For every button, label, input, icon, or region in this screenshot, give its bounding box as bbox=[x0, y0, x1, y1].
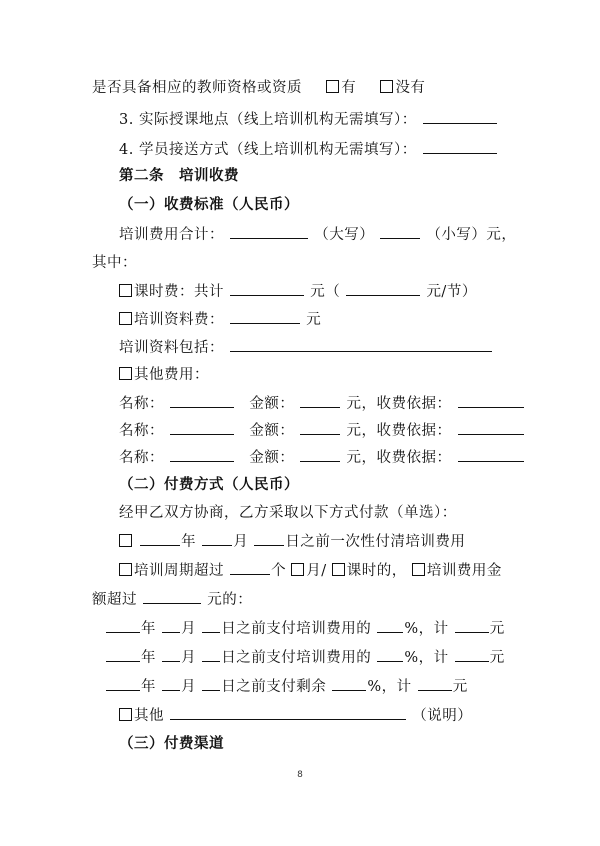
fee-basis-label: 元，收费依据： bbox=[346, 396, 452, 412]
class-fee-label: 课时费：共计 bbox=[134, 284, 224, 300]
one-time-payment-line bbox=[119, 529, 465, 553]
material-fee-checkbox[interactable] bbox=[119, 312, 132, 325]
month-label: 月 bbox=[233, 534, 249, 550]
installment-text: 日之前支付培训费用的 bbox=[221, 621, 372, 637]
amount-exceeds-label: 额超过 bbox=[92, 592, 137, 608]
checkbox-no[interactable] bbox=[380, 80, 393, 93]
material-includes-field[interactable] bbox=[230, 335, 492, 352]
fee-name-field[interactable] bbox=[170, 445, 234, 462]
fee-name-label: 名称： bbox=[119, 450, 164, 466]
other-fee-row bbox=[119, 445, 525, 469]
class-fee-line bbox=[119, 279, 477, 303]
remaining-payment-row bbox=[105, 674, 468, 698]
other-method-label: 其他 bbox=[134, 708, 164, 724]
other-method-checkbox[interactable] bbox=[119, 708, 132, 721]
session-unit-checkbox[interactable] bbox=[332, 563, 345, 576]
installment-day-field[interactable] bbox=[202, 645, 220, 662]
year-label: 年 bbox=[141, 679, 156, 695]
class-fee-unit-label: 元（ bbox=[310, 284, 341, 300]
year-label: 年 bbox=[181, 534, 197, 550]
remaining-amount-field[interactable] bbox=[418, 674, 452, 691]
session-unit-label: 课时的， bbox=[346, 563, 407, 579]
remaining-percent-field[interactable] bbox=[332, 674, 366, 691]
unit-label: 元 bbox=[489, 650, 505, 666]
count-unit-label: 个 bbox=[271, 563, 287, 579]
class-fee-per-session-label: 元/节） bbox=[426, 284, 477, 300]
remaining-day-field[interactable] bbox=[202, 674, 220, 691]
other-method-line bbox=[119, 703, 472, 727]
month-label: 月 bbox=[181, 650, 197, 666]
fee-amount-label: 金额： bbox=[249, 396, 295, 412]
explanation-label: （说明） bbox=[412, 708, 473, 724]
percent-label: %，计 bbox=[404, 650, 449, 666]
student-transport-line bbox=[119, 137, 498, 161]
page-number: 8 bbox=[297, 770, 303, 780]
percent-label: %，计 bbox=[404, 621, 449, 637]
fee-amount-checkbox[interactable] bbox=[412, 563, 425, 576]
qualification-question: 是否具备相应的教师资格或资质 bbox=[92, 80, 302, 96]
installment-month-field[interactable] bbox=[162, 616, 180, 633]
material-fee-unit: 元 bbox=[306, 312, 322, 328]
other-method-field[interactable] bbox=[170, 703, 406, 720]
installment-amount-field[interactable] bbox=[455, 645, 489, 662]
teaching-location-field[interactable] bbox=[423, 107, 497, 124]
among-label: 其中： bbox=[92, 255, 137, 271]
fee-basis-label: 元，收费依据： bbox=[346, 450, 452, 466]
amount-unit-label: 元的： bbox=[207, 592, 253, 608]
fee-name-field[interactable] bbox=[170, 391, 234, 408]
option-no-label: 没有 bbox=[395, 80, 426, 96]
class-fee-checkbox[interactable] bbox=[119, 284, 132, 297]
installment-row bbox=[105, 645, 505, 669]
uppercase-label: （大写） bbox=[314, 227, 375, 243]
fee-basis-field[interactable] bbox=[458, 418, 524, 435]
percent-label: %，计 bbox=[367, 679, 412, 695]
total-fee-line bbox=[119, 222, 516, 246]
year-label: 年 bbox=[141, 621, 156, 637]
class-fee-total-field[interactable] bbox=[230, 279, 304, 296]
other-fee-line bbox=[119, 363, 209, 387]
fee-amount-field[interactable] bbox=[300, 418, 340, 435]
fee-name-label: 名称： bbox=[119, 396, 164, 412]
installment-percent-field[interactable] bbox=[377, 645, 403, 662]
section-fee-standard-title: （一）收费标准（人民币） bbox=[119, 196, 299, 213]
teaching-location-label: 3. 实际授课地点（线上培训机构无需填写）： bbox=[119, 112, 417, 128]
teaching-location-line bbox=[119, 107, 498, 131]
fee-amount-field[interactable] bbox=[300, 391, 340, 408]
payment-day-field[interactable] bbox=[254, 529, 284, 546]
remaining-text: 日之前支付剩余 bbox=[221, 679, 327, 695]
total-fee-label: 培训费用合计： bbox=[119, 227, 224, 243]
period-count-field[interactable] bbox=[230, 558, 270, 575]
material-fee-label: 培训资料费： bbox=[134, 312, 224, 328]
total-fee-uppercase-field[interactable] bbox=[230, 222, 308, 239]
class-fee-per-session-field[interactable] bbox=[346, 279, 420, 296]
total-fee-lowercase-field[interactable] bbox=[380, 222, 420, 239]
student-transport-field[interactable] bbox=[423, 137, 497, 154]
year-label: 年 bbox=[141, 650, 156, 666]
installment-checkbox[interactable] bbox=[119, 563, 132, 576]
unit-label: 元 bbox=[452, 679, 468, 695]
month-unit-checkbox[interactable] bbox=[291, 563, 304, 576]
material-fee-field[interactable] bbox=[230, 307, 300, 324]
section-payment-method-title: （二）付费方式（人民币） bbox=[119, 476, 299, 493]
fee-name-label: 名称： bbox=[119, 423, 164, 439]
material-includes-label: 培训资料包括： bbox=[119, 340, 224, 356]
installment-text: 日之前支付培训费用的 bbox=[221, 650, 372, 666]
fee-amount-label: 金额： bbox=[249, 450, 295, 466]
unit-label: 元 bbox=[489, 621, 505, 637]
fee-basis-label: 元，收费依据： bbox=[346, 423, 452, 439]
negotiate-text: 经甲乙双方协商，乙方采取以下方式付款（单选）： bbox=[119, 505, 457, 521]
installment-condition-line-2 bbox=[92, 587, 252, 611]
installment-day-field[interactable] bbox=[202, 616, 220, 633]
option-yes-label: 有 bbox=[341, 80, 357, 96]
other-fee-row bbox=[119, 418, 525, 442]
period-exceeds-label: 培训周期超过 bbox=[134, 563, 224, 579]
month-unit-label: 月/ bbox=[306, 563, 327, 579]
one-time-payment-checkbox[interactable] bbox=[119, 534, 132, 547]
lowercase-label: （小写）元， bbox=[426, 227, 517, 243]
installment-amount-field[interactable] bbox=[455, 616, 489, 633]
installment-month-field[interactable] bbox=[162, 645, 180, 662]
one-time-payment-label: 日之前一次性付清培训费用 bbox=[285, 534, 466, 550]
installment-year-field[interactable] bbox=[106, 645, 140, 662]
section-payment-channel-title: （三）付费渠道 bbox=[119, 735, 224, 752]
installment-condition-line bbox=[119, 558, 502, 582]
fee-basis-field[interactable] bbox=[458, 391, 524, 408]
other-fee-label: 其他费用： bbox=[134, 367, 209, 383]
remaining-year-field[interactable] bbox=[106, 674, 140, 691]
fee-name-field[interactable] bbox=[170, 418, 234, 435]
other-fee-checkbox[interactable] bbox=[119, 367, 132, 380]
month-label: 月 bbox=[181, 679, 197, 695]
installment-row bbox=[105, 616, 505, 640]
material-fee-line bbox=[119, 307, 321, 331]
fee-basis-field[interactable] bbox=[458, 445, 524, 462]
other-fee-row bbox=[119, 391, 525, 415]
installment-percent-field[interactable] bbox=[377, 616, 403, 633]
student-transport-label: 4. 学员接送方式（线上培训机构无需填写）： bbox=[119, 142, 417, 158]
teacher-qualification-line bbox=[92, 76, 425, 100]
payment-month-field[interactable] bbox=[202, 529, 232, 546]
fee-amount-field[interactable] bbox=[300, 445, 340, 462]
checkbox-yes[interactable] bbox=[326, 80, 339, 93]
amount-threshold-field[interactable] bbox=[143, 587, 201, 604]
material-includes-line bbox=[119, 335, 493, 359]
article-title: 第二条 培训收费 bbox=[119, 168, 239, 184]
payment-year-field[interactable] bbox=[140, 529, 180, 546]
remaining-month-field[interactable] bbox=[162, 674, 180, 691]
month-label: 月 bbox=[181, 621, 197, 637]
fee-amount-label: 金额： bbox=[249, 423, 295, 439]
installment-year-field[interactable] bbox=[106, 616, 140, 633]
fee-amount-condition-label: 培训费用金 bbox=[426, 563, 502, 579]
